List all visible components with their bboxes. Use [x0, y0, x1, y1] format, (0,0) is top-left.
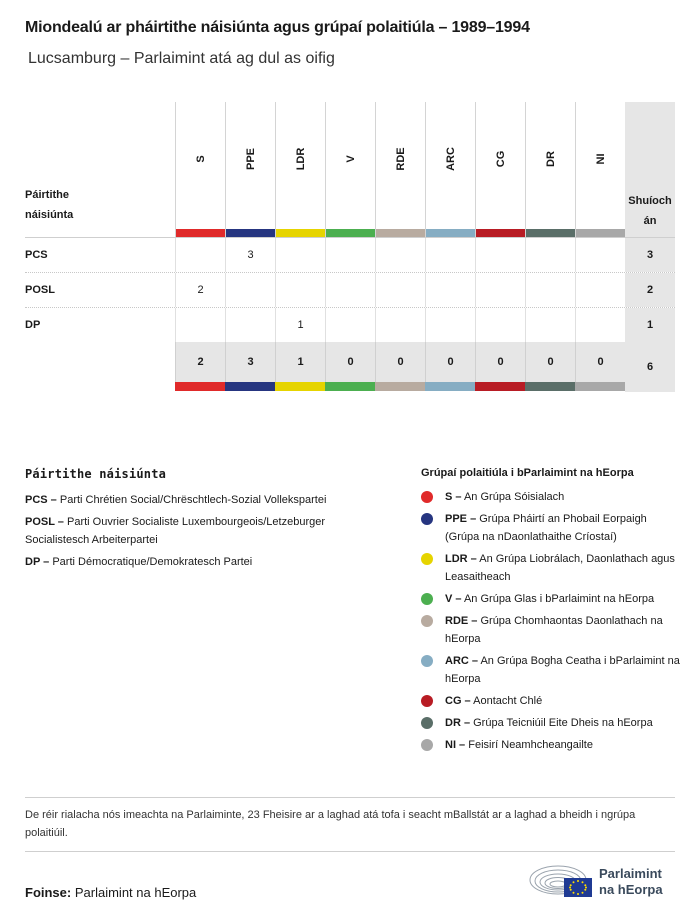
group-color-bar [525, 382, 575, 391]
table-header-row [25, 102, 675, 237]
column-total: 0 [325, 342, 375, 382]
column-total: 3 [225, 342, 275, 382]
group-column-header [525, 102, 575, 237]
seat-count-cell [425, 273, 475, 307]
party-abbr: DP – [25, 556, 50, 568]
group-color-dot [421, 593, 433, 605]
column-total: 0 [475, 342, 525, 382]
party-column-header: Páirtithe náisiúnta [25, 189, 74, 221]
seat-count-cell [475, 308, 525, 342]
group-abbr: CG – [445, 695, 471, 707]
group-abbr: LDR – [445, 553, 477, 565]
chart-title: Miondealú ar pháirtithe náisiúnta agus grúpaí polaitiúla – 1989–1994 [25, 19, 530, 36]
group-column-header [275, 102, 325, 237]
group-full-name: Grúpa Teicniúil Eite Dheis na hEorpa [473, 717, 653, 729]
group-full-name: An Grúpa Sóisialach [463, 491, 565, 503]
party-legend-item [25, 513, 375, 549]
seat-count-cell [225, 273, 275, 307]
seat-count-cell [525, 273, 575, 307]
group-color-bar [225, 382, 275, 391]
group-color-dot [421, 655, 433, 667]
parliament-hemicycle-icon [528, 860, 598, 900]
party-name: PCS [25, 249, 48, 261]
seat-count-cell [375, 273, 425, 307]
group-color-bar [226, 229, 275, 237]
group-legend-item [421, 714, 681, 732]
group-color-bar [325, 382, 375, 391]
party-legend [25, 467, 375, 575]
group-color-bar [425, 382, 475, 391]
group-label: PPE [244, 147, 257, 171]
column-total: 0 [575, 342, 625, 382]
column-total: 2 [175, 342, 225, 382]
table-row [25, 307, 675, 342]
group-abbr: DR – [445, 717, 471, 729]
group-legend-item [421, 692, 681, 710]
seat-count-cell [475, 273, 525, 307]
seat-count-cell [425, 308, 475, 342]
party-name: POSL [25, 284, 55, 296]
column-total: 0 [375, 342, 425, 382]
group-color-dot [421, 491, 433, 503]
party-abbr: POSL – [25, 516, 64, 528]
group-color-bar [276, 229, 325, 237]
group-legend-item [421, 612, 681, 648]
group-color-bar [175, 382, 225, 391]
logo-text: Parlaimint na hEorpa [599, 866, 663, 897]
source-line [25, 885, 196, 900]
group-abbr: PPE – [445, 513, 477, 525]
group-color-bar [575, 382, 625, 391]
seat-count-cell [175, 238, 225, 272]
group-full-name: Grúpa Pháirtí an Phobail Eorpaigh (Grúpa na nDaonlathaithe Críostaí) [445, 513, 647, 543]
seats-column-header: Shuíoch án [625, 102, 675, 237]
chart-subtitle: Lucsamburg – Parlaimint atá ag dul as oifig [28, 50, 335, 67]
group-legend-item [421, 550, 681, 586]
group-full-name: An Grúpa Bogha Ceatha i bParlaimint na hEorpa [445, 655, 680, 685]
divider [25, 851, 675, 852]
group-column-header [475, 102, 525, 237]
seat-count-cell [425, 238, 475, 272]
group-full-name: An Grúpa Glas i bParlaimint na hEorpa [463, 593, 655, 605]
seat-count-cell [275, 238, 325, 272]
group-column-header [425, 102, 475, 237]
group-legend [421, 467, 681, 758]
group-full-name: An Grúpa Liobrálach, Daonlathach agus Leasaitheach [445, 553, 675, 583]
table-row [25, 272, 675, 307]
group-color-bar [526, 229, 575, 237]
group-color-dot [421, 739, 433, 751]
footnote: De réir rialacha nós imeachta na Parlaiminte, 23 Fheisire ar a laghad atá tofa i seacht mBallstát ar a laghad a bheidh i ngrúpa polaitiúil. [25, 809, 636, 839]
divider [25, 797, 675, 798]
group-legend-item [421, 652, 681, 688]
group-abbr: RDE – [445, 615, 478, 627]
group-color-dot [421, 695, 433, 707]
group-abbr: ARC – [445, 655, 479, 667]
group-color-bar [576, 229, 625, 237]
table-row [25, 237, 675, 272]
seat-count-cell [525, 238, 575, 272]
row-total: 1 [625, 308, 675, 342]
group-column-header [175, 102, 225, 237]
group-label: ARC [444, 147, 457, 171]
group-legend-heading: Grúpaí polaitiúla i bParlaimint na hEorpa [421, 467, 634, 479]
group-color-bar [275, 382, 325, 391]
party-full-name: Parti Ouvrier Socialiste Luxembourgeois/Letzeburger Socialistesch Arbeiterpartei [25, 516, 326, 546]
group-color-dot [421, 615, 433, 627]
grand-total: 6 [625, 342, 675, 392]
seat-count-cell: 2 [175, 273, 225, 307]
group-color-bar [375, 382, 425, 391]
seat-count-cell [325, 308, 375, 342]
breakdown-table [25, 102, 675, 392]
group-color-bar [326, 229, 375, 237]
column-total: 0 [525, 342, 575, 382]
group-color-bar [476, 229, 525, 237]
seat-count-cell [175, 308, 225, 342]
group-column-header [575, 102, 625, 237]
group-full-name: Feisirí Neamhcheangailte [468, 739, 593, 751]
group-abbr: NI – [445, 739, 466, 751]
seat-count-cell: 3 [225, 238, 275, 272]
seat-count-cell [575, 308, 625, 342]
party-legend-item [25, 491, 375, 509]
group-column-header [225, 102, 275, 237]
group-label: LDR [294, 147, 307, 171]
group-full-name: Grúpa Chomhaontas Daonlathach na hEorpa [445, 615, 663, 645]
seat-count-cell [525, 308, 575, 342]
party-legend-item [25, 553, 375, 571]
seat-count-cell [325, 273, 375, 307]
group-label: S [194, 155, 207, 163]
seat-count-cell [375, 238, 425, 272]
seat-count-cell [475, 238, 525, 272]
group-color-bar [176, 229, 225, 237]
group-column-header [375, 102, 425, 237]
column-total: 0 [425, 342, 475, 382]
group-label: DR [544, 151, 557, 167]
group-legend-item [421, 510, 681, 546]
group-full-name: Aontacht Chlé [473, 695, 543, 707]
party-full-name: Parti Démocratique/Demokratesch Partei [52, 556, 253, 568]
group-color-bar [426, 229, 475, 237]
seat-count-cell [575, 273, 625, 307]
row-total: 3 [625, 238, 675, 272]
seat-count-cell [375, 308, 425, 342]
group-color-bar [376, 229, 425, 237]
row-total: 2 [625, 273, 675, 307]
seat-count-cell [575, 238, 625, 272]
group-color-bar [475, 382, 525, 391]
seat-count-cell [225, 308, 275, 342]
group-legend-item [421, 590, 681, 608]
group-color-dot [421, 513, 433, 525]
party-name: DP [25, 319, 41, 331]
source-label: Foinse: [25, 885, 72, 900]
group-label: CG [494, 150, 507, 168]
totals-row [25, 342, 675, 392]
seat-count-cell [325, 238, 375, 272]
group-label: NI [594, 153, 607, 165]
group-color-dot [421, 717, 433, 729]
group-abbr: S – [445, 491, 462, 503]
group-label: RDE [394, 147, 407, 171]
group-color-dot [421, 553, 433, 565]
party-abbr: PCS – [25, 494, 57, 506]
group-column-header [325, 102, 375, 237]
group-label: V [344, 155, 357, 163]
group-legend-item [421, 736, 681, 754]
party-full-name: Parti Chrétien Social/Chrëschtlech-Sozial Vollekspartei [59, 494, 327, 506]
ep-logo [528, 860, 678, 900]
party-legend-heading: Páirtithe náisiúnta [25, 467, 167, 481]
seat-count-cell [275, 273, 325, 307]
group-legend-item [421, 488, 681, 506]
column-total: 1 [275, 342, 325, 382]
source-value: Parlaimint na hEorpa [74, 885, 197, 900]
group-abbr: V – [445, 593, 462, 605]
seat-count-cell: 1 [275, 308, 325, 342]
